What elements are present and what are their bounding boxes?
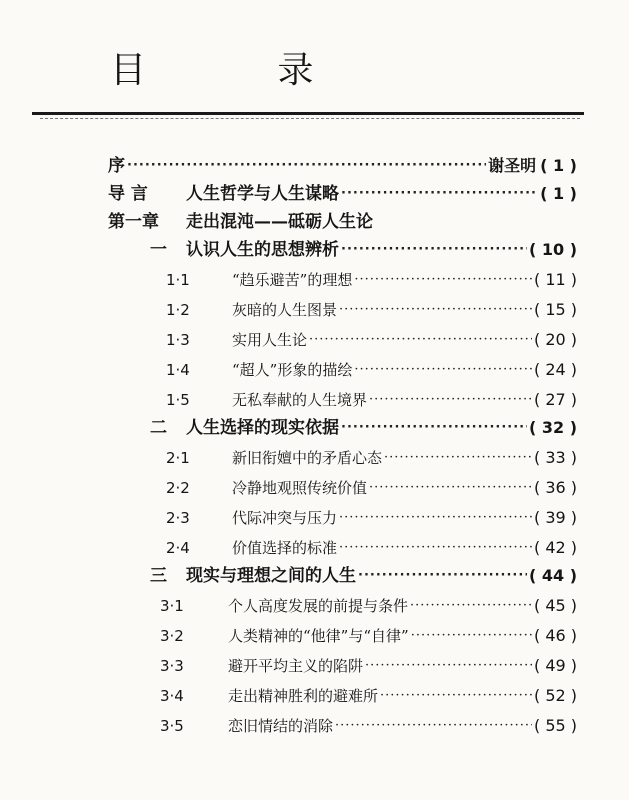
entry-number: 导 言 xyxy=(108,184,148,204)
entry-label: “超人”形象的描绘 xyxy=(232,361,353,379)
entry-number: 3·1 xyxy=(160,597,184,615)
entry-number: 1·1 xyxy=(166,271,190,289)
entry-label: 人生选择的现实依据 xyxy=(186,418,339,438)
entry-number: 1·5 xyxy=(166,391,190,409)
entry-label: 冷静地观照传统价值 xyxy=(232,479,368,497)
toc-chapter-1[interactable] xyxy=(108,208,577,236)
entry-number: 3·4 xyxy=(160,687,184,705)
entry-page: ( 52 ) xyxy=(533,686,577,705)
leader-dots xyxy=(365,652,532,680)
entry-number: 三 xyxy=(150,566,167,586)
leader-dots xyxy=(384,444,532,472)
toc-subsection-3-4[interactable] xyxy=(160,682,577,710)
entry-page: ( 32 ) xyxy=(528,418,577,437)
leader-dots xyxy=(358,562,527,590)
entry-page: ( 46 ) xyxy=(533,626,577,645)
leader-dots xyxy=(335,712,532,740)
entry-label: 序 xyxy=(108,156,125,176)
toc-entry-intro[interactable] xyxy=(108,180,577,208)
entry-page: ( 49 ) xyxy=(533,656,577,675)
entry-label: 避开平均主义的陷阱 xyxy=(228,657,364,675)
entry-number: 3·3 xyxy=(160,657,184,675)
entry-label: 现实与理想之间的人生 xyxy=(186,566,356,586)
page-title: 目 录 xyxy=(110,50,374,91)
entry-number: 第一章 xyxy=(108,212,159,232)
entry-page: ( 42 ) xyxy=(533,538,577,557)
toc-subsection-1-1[interactable] xyxy=(166,266,577,294)
entry-label: “趋乐避苦”的理想 xyxy=(232,271,353,289)
entry-page: ( 1 ) xyxy=(540,184,577,203)
entry-page: ( 15 ) xyxy=(533,300,577,319)
toc-subsection-2-1[interactable] xyxy=(166,444,577,472)
entry-number: 2·3 xyxy=(166,509,190,527)
leader-dots xyxy=(410,592,532,620)
leader-dots xyxy=(341,236,527,264)
entry-number: 2·1 xyxy=(166,449,190,467)
entry-number: 2·2 xyxy=(166,479,190,497)
entry-author: 谢圣明 xyxy=(488,156,537,175)
toc-subsection-3-1[interactable] xyxy=(160,592,577,620)
entry-number: 1·2 xyxy=(166,301,190,319)
entry-page: ( 55 ) xyxy=(533,716,577,735)
entry-page: ( 44 ) xyxy=(528,566,577,585)
entry-number: 2·4 xyxy=(166,539,190,557)
leader-dots xyxy=(354,266,532,294)
title-rule xyxy=(32,112,584,115)
toc-section-2[interactable] xyxy=(150,414,577,442)
entry-label: 代际冲突与压力 xyxy=(232,509,338,527)
entry-label: 恋旧情结的消除 xyxy=(228,717,334,735)
toc-subsection-3-5[interactable] xyxy=(160,712,577,740)
entry-number: 一 xyxy=(150,240,167,260)
entry-label: 实用人生论 xyxy=(232,331,308,349)
entry-page: ( 11 ) xyxy=(533,270,577,289)
toc-subsection-2-3[interactable] xyxy=(166,504,577,532)
entry-number: 3·5 xyxy=(160,717,184,735)
leader-dots xyxy=(369,474,532,502)
entry-number: 1·4 xyxy=(166,361,190,379)
entry-label: 无私奉献的人生境界 xyxy=(232,391,368,409)
toc-subsection-1-5[interactable] xyxy=(166,386,577,414)
entry-page: ( 27 ) xyxy=(533,390,577,409)
toc-subsection-2-4[interactable] xyxy=(166,534,577,562)
leader-dots xyxy=(339,296,532,324)
toc-subsection-1-4[interactable] xyxy=(166,356,577,384)
toc-subsection-3-3[interactable] xyxy=(160,652,577,680)
entry-page: ( 20 ) xyxy=(533,330,577,349)
toc-subsection-1-2[interactable] xyxy=(166,296,577,324)
entry-label: 认识人生的思想辨析 xyxy=(186,240,339,260)
leader-dots xyxy=(341,414,527,442)
entry-label: 走出混沌——砥砺人生论 xyxy=(186,212,373,232)
leader-dots xyxy=(339,504,532,532)
leader-dots xyxy=(339,534,532,562)
entry-label: 人生哲学与人生谋略 xyxy=(186,184,339,204)
leader-dots xyxy=(309,326,532,354)
entry-label: 新旧衔嬗中的矛盾心态 xyxy=(232,449,383,467)
leader-dots xyxy=(411,622,532,650)
entry-page: ( 39 ) xyxy=(533,508,577,527)
entry-page: ( 45 ) xyxy=(533,596,577,615)
leader-dots xyxy=(380,682,532,710)
entry-page: ( 10 ) xyxy=(528,240,577,259)
toc-subsection-1-3[interactable] xyxy=(166,326,577,354)
entry-label: 价值选择的标准 xyxy=(232,539,338,557)
entry-label: 人类精神的“他律”与“自律” xyxy=(228,627,409,645)
leader-dots xyxy=(341,180,538,208)
leader-dots xyxy=(354,356,532,384)
toc-entry-preface[interactable] xyxy=(108,152,577,180)
entry-page: ( 36 ) xyxy=(533,478,577,497)
entry-number: 1·3 xyxy=(166,331,190,349)
entry-label: 灰暗的人生图景 xyxy=(232,301,338,319)
leader-dots xyxy=(127,152,486,180)
entry-page: ( 24 ) xyxy=(533,360,577,379)
entry-page: ( 1 ) xyxy=(540,156,577,175)
toc-subsection-2-2[interactable] xyxy=(166,474,577,502)
entry-number: 二 xyxy=(150,418,167,438)
entry-number: 3·2 xyxy=(160,627,184,645)
entry-page: ( 33 ) xyxy=(533,448,577,467)
leader-dots xyxy=(369,386,532,414)
entry-label: 走出精神胜利的避难所 xyxy=(228,687,379,705)
toc-section-1[interactable] xyxy=(150,236,577,264)
title-rule-thin xyxy=(40,118,580,119)
toc-section-3[interactable] xyxy=(150,562,577,590)
toc-subsection-3-2[interactable] xyxy=(160,622,577,650)
entry-label: 个人高度发展的前提与条件 xyxy=(228,597,409,615)
